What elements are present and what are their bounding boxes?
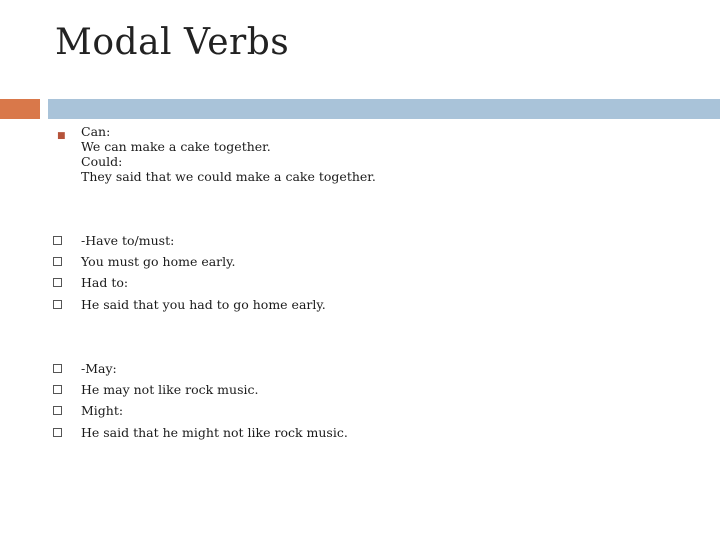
checkbox-bullet-icon [53,257,62,266]
text-line: Can: [81,124,111,139]
list-item-text: He may not like rock music. [81,382,259,397]
checkbox-bullet-icon [53,300,62,309]
list-item [53,230,174,251]
checkbox-bullet-icon [53,428,62,437]
list-item [53,251,236,272]
list-item-text: He said that he might not like rock music. [81,425,348,440]
can-could-block [81,124,376,184]
header-divider-bar [48,99,720,119]
list-item-text: Had to: [81,275,129,290]
checkbox-bullet-icon [53,364,62,373]
list-item [53,400,123,421]
list-item [53,358,117,379]
checkbox-bullet-icon [53,278,62,287]
checkbox-bullet-icon [53,236,62,245]
checkbox-bullet-icon [53,406,62,415]
text-line: They said that we could make a cake together. [81,169,376,184]
list-item [53,379,258,400]
list-item [53,294,326,315]
list-item-text: You must go home early. [81,254,236,269]
accent-bar [0,99,40,119]
list-item [53,272,128,293]
list-item-text: Might: [81,403,124,418]
bullet-dot-icon: ■ [57,131,66,141]
checkbox-bullet-icon [53,385,62,394]
text-line: We can make a cake together. [81,139,271,154]
list-item-text: He said that you had to go home early. [81,297,326,312]
list-item [53,422,348,443]
text-line: Could: [81,154,123,169]
list-item-text: -May: [81,361,117,376]
slide-title: Modal Verbs [55,22,290,63]
list-item-text: -Have to/must: [81,233,175,248]
